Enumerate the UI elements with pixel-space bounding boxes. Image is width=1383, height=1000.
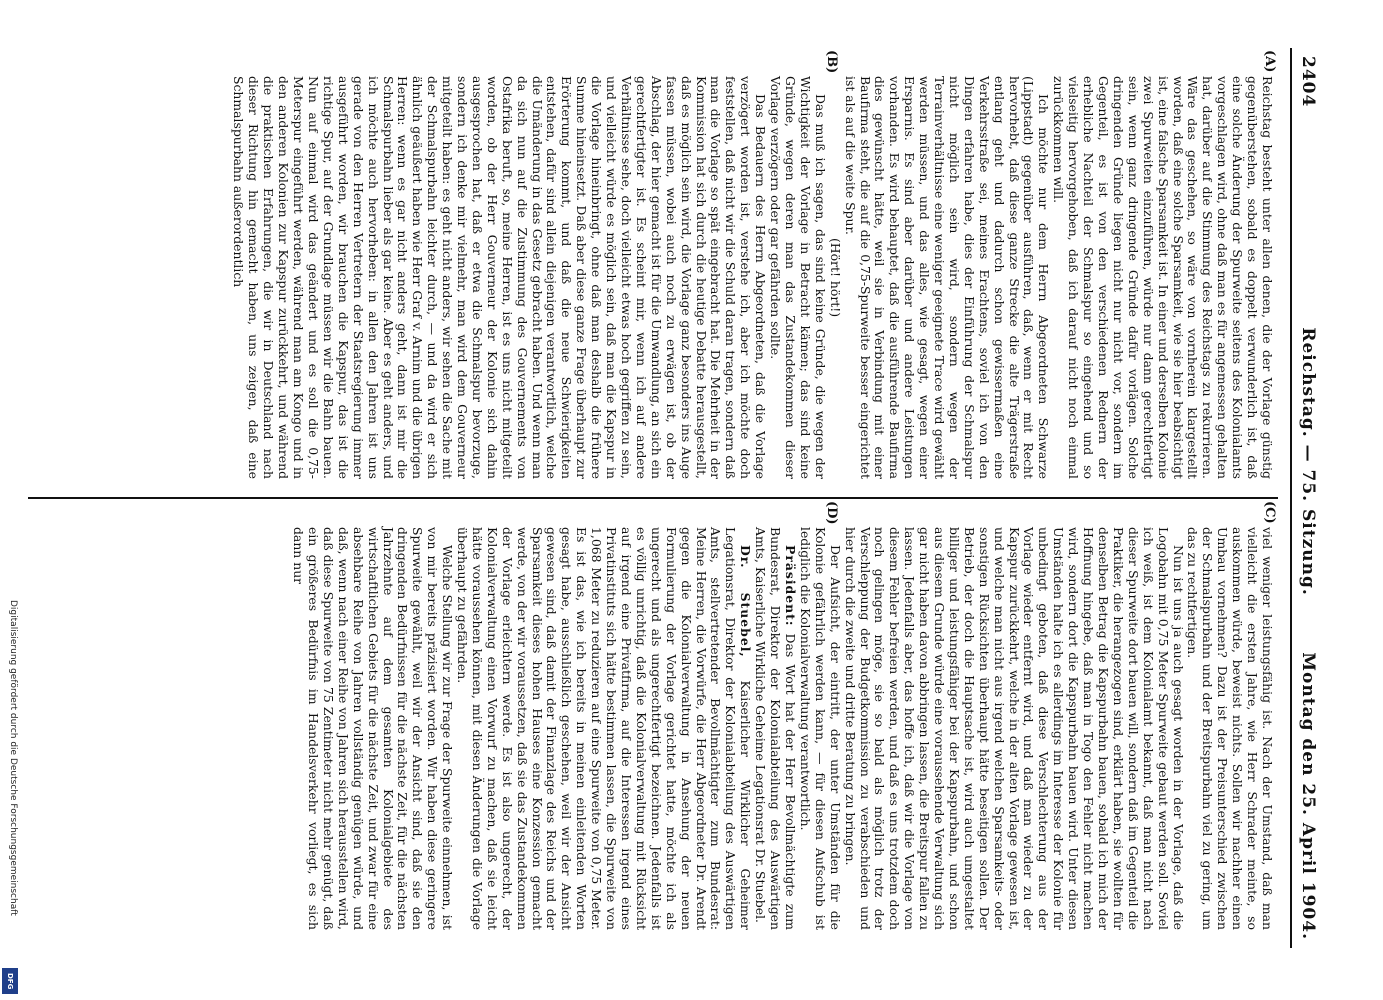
speaker-name: Dr. Stuebel, xyxy=(738,545,754,658)
speech-text: Kaiserlicher Wirklicher Geheimer Legationsrat, Direktor der Kolonialabteilung des Auswärtigen Amts, stellvertretender Bevollmächtigter zum Bundesrat: Meine Herren, die Vorwürfe, die Herr Abgeordneter Dr. Arendt gegen die Kolonialverwaltung in Ansehung der neuen Formulierung der Vorlage gerichtet hatte, möchte ich als ungerecht und als ungerechtfertigt bezeichnen. Jedenfalls ist es völlig unrichtig, daß die Kolonialverwaltung mit Rücksicht auf irgend eine Privatfirma, auf die Interessen irgend eines Privatinstituts sich hätte bestimmen lassen, die Spurweite von 1,068 Meter zu reduzieren auf eine Spurweite von 0,75 Meter. Es ist das, wie ich bereits in meinen einleitenden Worten gesagt habe, ausschließlich geschehen, weil wir der Ansicht gewesen sind, daß damit der Finanzlage des Reichs und der Sparsamkeit dieses hohen Hauses eine Konzession gemacht werde, von der wir voraussetzen, daß sie das Zustandekommen der Vorlage erleichtern werde. Es ist also ungerecht, der Kolonialverwaltung einen Vorwurf zu machen, daß sie leicht hätte voraussehen können, mit diesen Änderungen die Vorlage überhaupt zu gefährden. xyxy=(455,527,754,930)
paragraph: Reichstag besteht unter allen denen, die der Vorlage günstig gegenüberstehen, sobald es doppelt verwunderlich ist, daß eine solche Änderung der Spurweite seitens des Kolonialamts vorgeschlagen wird, ohne daß man es für angemessen gehalten hat, darüber auf die Stimmung des Reichstags zu rekurrieren. Wäre das geschehen, so wäre von vornherein klargestellt worden, daß eine solche Sparsamkeit, wie sie hier beabsichtigt ist, eine falsche Sparsamkeit ist. In einer und derselben Kolonie zwei Spurweiten einzuführen, würde nur dann gerechtfertigt sein, wenn ganz dringende Gründe dafür vorlägen. Solche dringenden Gründe liegen nicht nur nicht vor, sondern im Gegenteil, es ist von den verschiedenen Rednern der erhebliche Nachteil der Schmalspur so eingehend und so vielseitig hervorgehoben, daß ich darauf nicht noch einmal zurückkommen will. xyxy=(1051,76,1275,479)
paragraph: Der Aufsicht, der eintritt, der unter Umständen für die Kolonie gefährlich werden kann, — für diesen Aufschub ist lediglich die Kolonialverwaltung verantwortlich. xyxy=(797,527,843,930)
interjection: (Hört! hört!) xyxy=(827,237,843,318)
dfg-logo-icon: DFG xyxy=(2,968,18,994)
paragraph: Nun ist uns ja auch gesagt worden in der Vorlage, daß die Logobahn mit 0,75 Meter Spurweite gebaut werden soll. Soviel ich weiß, ist dem Kolonialamt bekannt, daß man nicht nach dieser Spurweite dort bauen will, sondern daß im Gegenteil die Praktiker, die herangezogen sind, erklärt haben, sie wollten für denselben Betrag die Kapspurbahn bauen, sobald ich mich der Hoffnung hingebe, daß man in Togo den Fehler nicht machen wird, sondern dort die Kapspurbahn bauen wird. Unter diesen Umständen halte ich es allerdings im Interesse der Kolonie für unbedingt geboten, daß diese Verschlechterung aus der Vorlage wieder entfernt wird, und daß man wieder zu der Kapspur zurückkehrt, welche in der alten Vorlage gewesen ist, und welche man nicht aus irgend welchen Sparsamkeits- oder sonstigen Rücksichten überhaupt hätte beseitigen sollen. Der Betrieb, der doch die Hauptsache ist, wird auch umgestaltet billiger und leistungsfähiger bei der Kapspurbahn, und schon aus diesem Grunde würde eine voraussehende Verwaltung sich gar nicht haben davon abbringen lassen, die Breitspur fallen zu lassen. Jedenfalls aber, das hoffe ich, daß wir die Vorlage von diesem Fehler befreien werden, und daß es uns trotzdem doch noch gelingen möge, sie so bald als möglich trotz der Verschleppung der Budgetkommission zu verabschieden und hier durch die zweite und dritte Beratung zu bringen. xyxy=(842,527,1186,930)
newspaper-page xyxy=(28,48,1318,948)
paragraph: Ich möchte nur dem Herrn Abgeordneten Schwarze (Lippstadt) gegenüber ausführen, daß, wenn er mit Recht hervorhebt, daß diese ganze Strecke die alte Trägerstraße entlang geht und dadurch schon gewissermaßen eine Verkehrsstraße sei, meines Erachtens, soviel ich von den Dingen erfahren habe, dies der Einführung der Schmalspur nicht möglich sein wird, sondern wegen der Terrainverhältnisse eine weniger geeignete Trace wird gewählt werden müssen, und das alles, wie gesagt, wegen einer Ersparnis. Es sind aber darüber und andere Leistungen vorhanden. Es wird behauptet, daß die ausführende Baufirma dies gewünscht hätte, weil sie in Verbindung mit einer Baufirma steht, die auf die 0,75-Spurweite besser eingerichtet ist als auf die weite Spur. xyxy=(842,76,1052,479)
left-column xyxy=(28,48,1278,497)
page-header xyxy=(1290,48,1318,948)
text-columns xyxy=(28,48,1278,948)
right-column xyxy=(28,497,1278,948)
digitization-note xyxy=(6,600,20,990)
digitization-text: Digitalisierung gefördert durch die Deutsche Forschungsgemeinschaft xyxy=(8,600,18,916)
margin-marker-c: (C) xyxy=(1262,501,1277,524)
speech-text: Das Wort hat der Herr Bevollmächtigte zum Bundesrat, Direktor der Kolonialabteilung des Auswärtigen Amts, Kaiserliche Wirkliche Geheime Legationsrat Dr. Stuebel. xyxy=(753,527,798,930)
page-number: 2404 xyxy=(1298,56,1318,108)
session-date: Montag den 25. April 1904. xyxy=(1298,652,1318,940)
speaker-paragraph xyxy=(454,527,752,930)
paragraph: Das muß ich sagen, das sind keine Gründe, die wegen der Wichtigkeit der Vorlage in Betracht kämen; das sind keine Gründe, wegen deren man das Zustandekommen dieser Vorlage verzögern oder gar gefährden sollte. xyxy=(768,76,828,479)
margin-marker-d: (D) xyxy=(824,501,839,525)
speaker-paragraph xyxy=(752,527,797,930)
speaker-name: Präsident: xyxy=(783,545,798,627)
margin-marker-a: (A) xyxy=(1262,50,1277,73)
paragraph: Das Bedauern des Herrn Abgeordneten, daß die Vorlage verzögert worden ist, verstehe ich, aber ich möchte doch feststellen, daß nicht wir die Schuld daran tragen, sondern daß man die Vorlage so spät eingebracht hat. Die Mehrheit in der Kommission hat sich durch die heutige Debatte herausgestellt, daß es möglich sein wird, die Vorlage ganz besonders ins Auge fassen müssen, wobei auch noch zu erwägen ist, ob der Abschlag, der hier gemacht ist für die Umwandlung, an sich ein gerechtfertigter ist. Es scheint mir, wenn ich auf andere Verhältnisse sehe, doch vielleicht etwas hoch gegriffen zu sein, und vielleicht würde es möglich sein, daß man die Kapspur in die Vorlage hineinbringt, ohne daß man deshalb die frühere Summe hineinsetzt. Daß aber diese ganze Frage überhaupt zur Erörterung kommt, und daß die neue Schwierigkeiten entstehen, dafür sind allein diejenigen verantwortlich, welche die Umänderung in das Gesetz gebracht haben. Und wenn man da sich nun auf die Zustimmung des Gouvernements von Ostafrika beruft, so, meine Herren, ist es uns nicht mitgeteilt worden, ob der Herr Gouverneur der Kolonie sich dahin ausgesprochen hat, daß er etwa die Schmalspur bevorzuge, sondern ich denke mir vielmehr, man wird dem Gouverneur mitgeteilt haben: es geht nicht anders, wir sehen die Sache mit der Schmalspurbahn leichter durch, — und da wird er sich ähnlich geäußert haben wie Herr Graf v. Arnim und die übrigen Herren: wenn es gar nicht anders geht, dann ist mir die Schmalspurbahn lieber als gar keine. Aber es geht anders, und ich möchte auch hervorheben: in allen den Jahren ist uns gerade von den Herren Vertretern der Staatsregierung immer ausgeführt worden, wir brauchen die Kapspur, das ist die richtige Spur, auf der Grundlage müssen wir die Bahn bauen. Nun auf einmal wird das geändert und es soll die 0,75-Meterspur eingeführt werden, während man am Kongo und in den anderen Kolonien zur Kapspur zurückkehrt, und während die praktischen Erfahrungen, die wir in Deutschland nach dieser Richtung hin gemacht haben, uns zeigen, daß eine Schmalspurbahn außerordentlich xyxy=(231,76,769,479)
paragraph: viel weniger leistungsfähig ist. Nach der Umstand, daß man vielleicht die ersten Jahre, wie Herr Schrader meinte, so auskommen würde, beweist nichts. Sollen wir nachher einen Umbau vornehmen? Dazu ist der Preisunterschied zwischen der Schmalspurbahn und der Breitspurbahn viel zu gering, um das zu rechtfertigen. xyxy=(1185,527,1275,930)
session-title: Reichstag. — 75. Sitzung. xyxy=(1298,327,1318,596)
margin-marker-b: (B) xyxy=(824,50,839,74)
paragraph: Welche Stellung wir zur Frage der Spurweite einnehmen, ist von mir bereits präzisiert worden. Wir haben diese geringere Spurweite gewählt, weil wir der Ansicht sind, daß sie den dringenden Bedürfnissen für die nächste Zeit, für die nächsten Jahrzehnte auf dem gesamten Kolonialgebiete des wirtschaftlichen Gebiets für die nächste Zeit, und zwar für eine absehbare Reihe von Jahren vollständig genügen würde, und daß, wenn nach einer Reihe von Jahren sich herausstellen wird, daß diese Spurweite von 75 Zentimeter nicht mehr genügt, daß ein größeres Bedürfnis im Handelsverkehr vorliegt, es sich dann nur xyxy=(291,527,456,930)
